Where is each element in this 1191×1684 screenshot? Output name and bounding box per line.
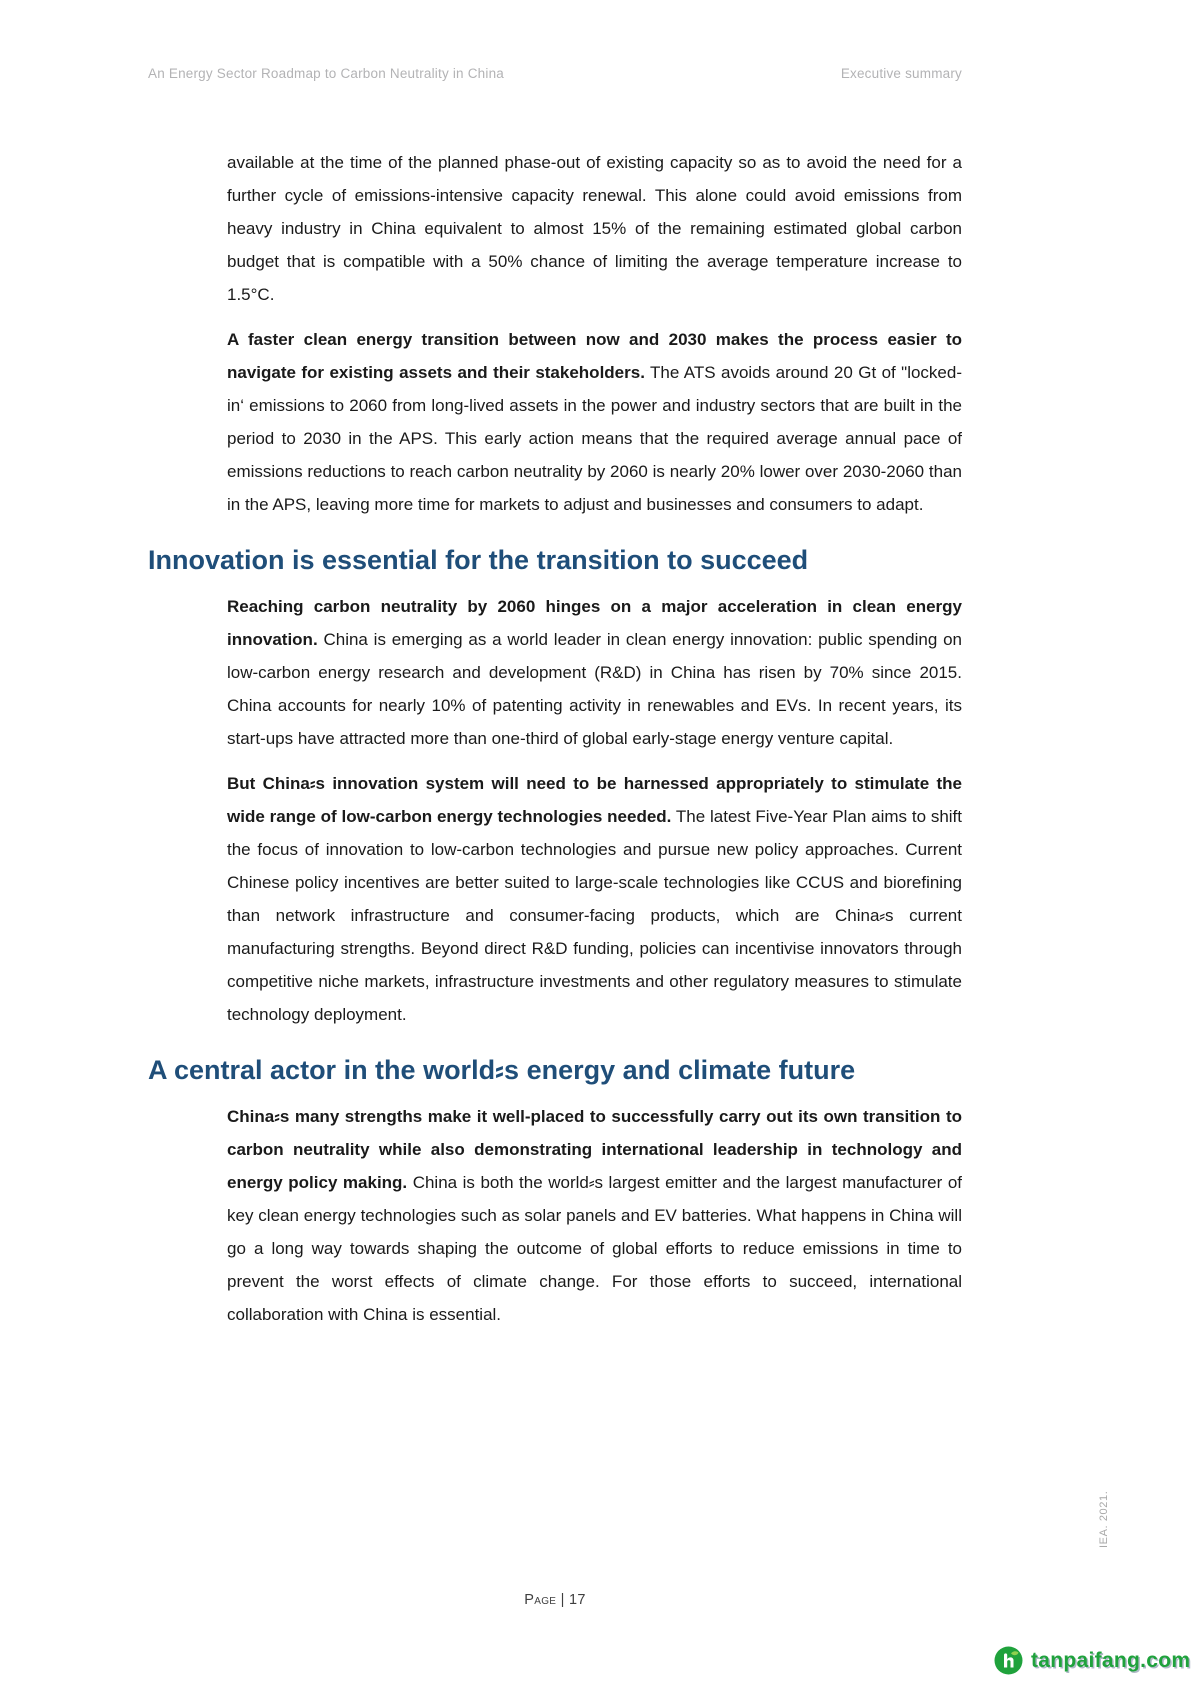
paragraph-text: The latest Five-Year Plan aims to shift the focus of innovation to low-carbon technologies and pursue new policy approaches. Current Chinese policy incentives are better suited to large-scale technologies like CCUS and biorefining than network infrastructure and consumer-facing products, which are China⸗s current manufacturing strengths. Beyond direct R&D funding, policies can incentivise innovators through competitive niche markets, infrastructure investments and other regulatory measures to stimulate technology deployment. bbox=[227, 807, 963, 1024]
lead-sentence: A faster clean energy transition between now and 2030 makes the process easier to navigate for existing assets and their stakeholders. bbox=[227, 330, 962, 382]
watermark-badge[interactable] bbox=[994, 1646, 1190, 1675]
report-title: An Energy Sector Roadmap to Carbon Neutrality in China bbox=[148, 66, 504, 81]
section-label: Executive summary bbox=[840, 66, 962, 81]
page-header bbox=[148, 66, 962, 81]
lead-sentence: But China⸗s innovation system will need to be harnessed appropriately to stimulate the wide range of low-carbon energy technologies needed. bbox=[227, 774, 962, 826]
paragraph-innovation-acceleration bbox=[227, 590, 962, 755]
paragraph-innovation-system bbox=[227, 767, 962, 1031]
page-footer bbox=[148, 1592, 962, 1608]
paragraph-text: China is emerging as a world leader in clean energy innovation: public spending on low-carbon energy research and development (R&D) in China has risen by 70% since 2015. China accounts for nearly 10% of patenting activity in renewables and EVs. In recent years, its start-ups have attracted more than one-third of global early-stage energy venture capital. bbox=[227, 630, 962, 748]
lead-sentence: China⸗s many strengths make it well-placed to successfully carry out its own transition to carbon neutrality while also demonstrating international leadership in technology and energy policy making. bbox=[227, 1107, 962, 1192]
paragraph-text: available at the time of the planned phase-out of existing capacity so as to avoid the need for a further cycle of emissions-intensive capacity renewal. This alone could avoid emissions from heavy industry in China equivalent to almost 15% of the remaining estimated global carbon budget that is compatible with a 50% chance of limiting the average temperature increase to 1.5°C. bbox=[227, 153, 962, 304]
page-number: Page | 17 bbox=[524, 1592, 586, 1608]
iea-copyright-note: IEA. 2021. bbox=[1098, 1490, 1110, 1548]
paragraph-china-strengths bbox=[227, 1100, 962, 1331]
paragraph-text: China is both the world⸗s largest emitter and the largest manufacturer of key clean energy technologies such as solar panels and EV batteries. What happens in China will go a long way towards shaping the outcome of global efforts to reduce emissions in time to prevent the worst effects of climate change. For those efforts to succeed, international collaboration with China is essential. bbox=[227, 1173, 962, 1324]
paragraph-faster-transition bbox=[227, 323, 962, 521]
tanpaifang-logo-icon bbox=[994, 1646, 1023, 1675]
heading-innovation: Innovation is essential for the transition to succeed bbox=[148, 545, 809, 575]
paragraph-carbon-budget bbox=[227, 146, 962, 311]
body-text-column bbox=[148, 146, 963, 1343]
watermark-text: tanpaifang.com bbox=[1031, 1648, 1191, 1672]
paragraph-text: The ATS avoids around 20 Gt of "locked-in‘ emissions to 2060 from long-lived assets in the power and industry sectors that are built in the period to 2030 in the APS. This early action means that the required average annual pace of emissions reductions to reach carbon neutrality by 2060 is nearly 20% lower over 2030-2060 than in the APS, leaving more time for markets to adjust and businesses and consumers to adapt. bbox=[227, 363, 963, 514]
lead-sentence: Reaching carbon neutrality by 2060 hinges on a major acceleration in clean energy innovation. bbox=[227, 597, 962, 649]
heading-central-actor: A central actor in the world⸗s energy and climate future bbox=[148, 1055, 856, 1085]
